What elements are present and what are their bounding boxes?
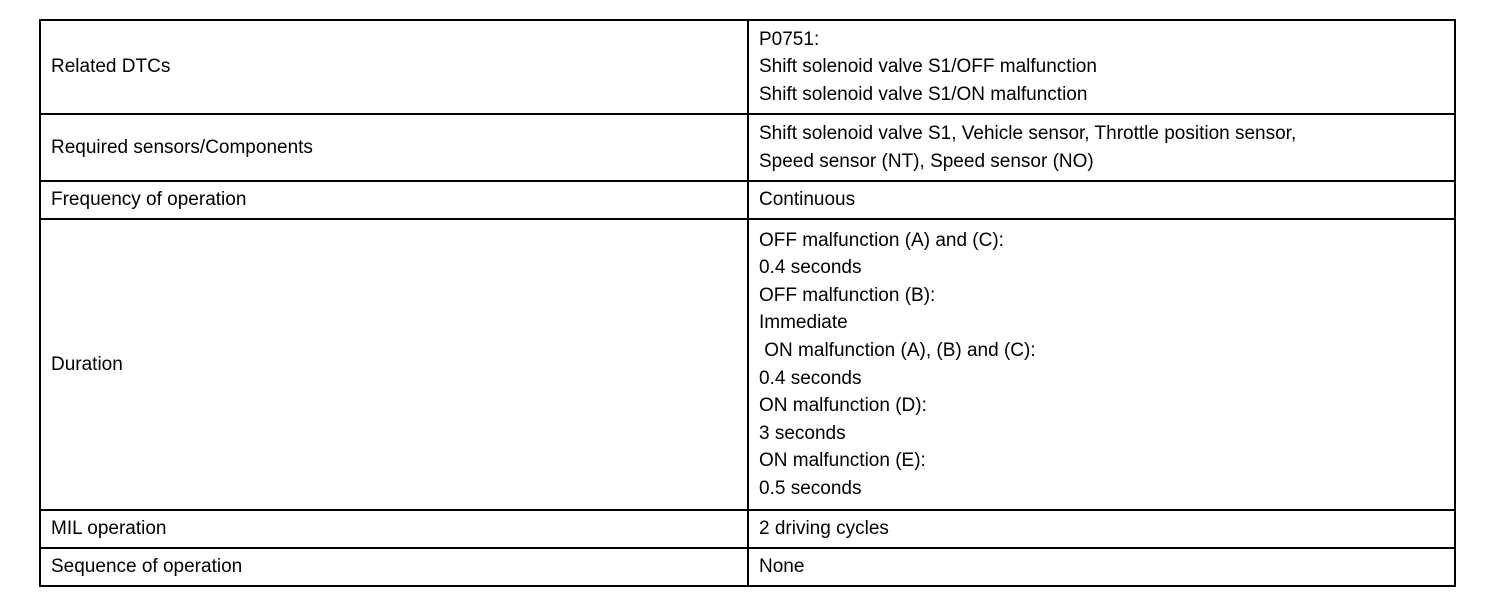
table-row-sequence [40,548,1455,586]
row-value [748,181,1455,219]
value-line: None [759,556,805,578]
row-value [748,20,1455,114]
value-line: 3 seconds [759,422,846,444]
table-row-related-dtcs [40,20,1455,114]
row-label: Frequency of operation [40,181,748,219]
value-line: ON malfunction (E): [759,450,926,472]
value-line: ON malfunction (A), (B) and (C): [759,339,1036,361]
value-line: P0751: [759,28,820,50]
value-line: Shift solenoid valve S1/OFF malfunction [759,56,1097,78]
value-line: 0.5 seconds [759,477,862,499]
row-value [748,114,1455,181]
row-label: MIL operation [40,510,748,548]
row-label: Duration [40,219,748,510]
row-value [748,548,1455,586]
table-row-mil-operation [40,510,1455,548]
dtc-specification-table [39,19,1456,587]
value-line: Immediate [759,312,848,334]
value-line: ON malfunction (D): [759,395,927,417]
row-value [748,219,1455,510]
table-row-required-sensors [40,114,1455,181]
value-line: OFF malfunction (A) and (C): [759,229,1004,251]
row-label: Required sensors/Components [40,114,748,181]
value-line: 0.4 seconds [759,367,862,389]
table-row-duration [40,219,1455,510]
value-line: Shift solenoid valve S1/ON malfunction [759,83,1088,105]
value-line: Shift solenoid valve S1, Vehicle sensor, Throttle position sensor, [759,122,1297,144]
table-row-frequency [40,181,1455,219]
row-value [748,510,1455,548]
value-line: 2 driving cycles [759,518,889,540]
row-label: Related DTCs [40,20,748,114]
value-line: OFF malfunction (B): [759,284,936,306]
value-line: Continuous [759,189,856,211]
row-label: Sequence of operation [40,548,748,586]
value-line: 0.4 seconds [759,257,862,279]
value-line: Speed sensor (NT), Speed sensor (NO) [759,150,1094,172]
